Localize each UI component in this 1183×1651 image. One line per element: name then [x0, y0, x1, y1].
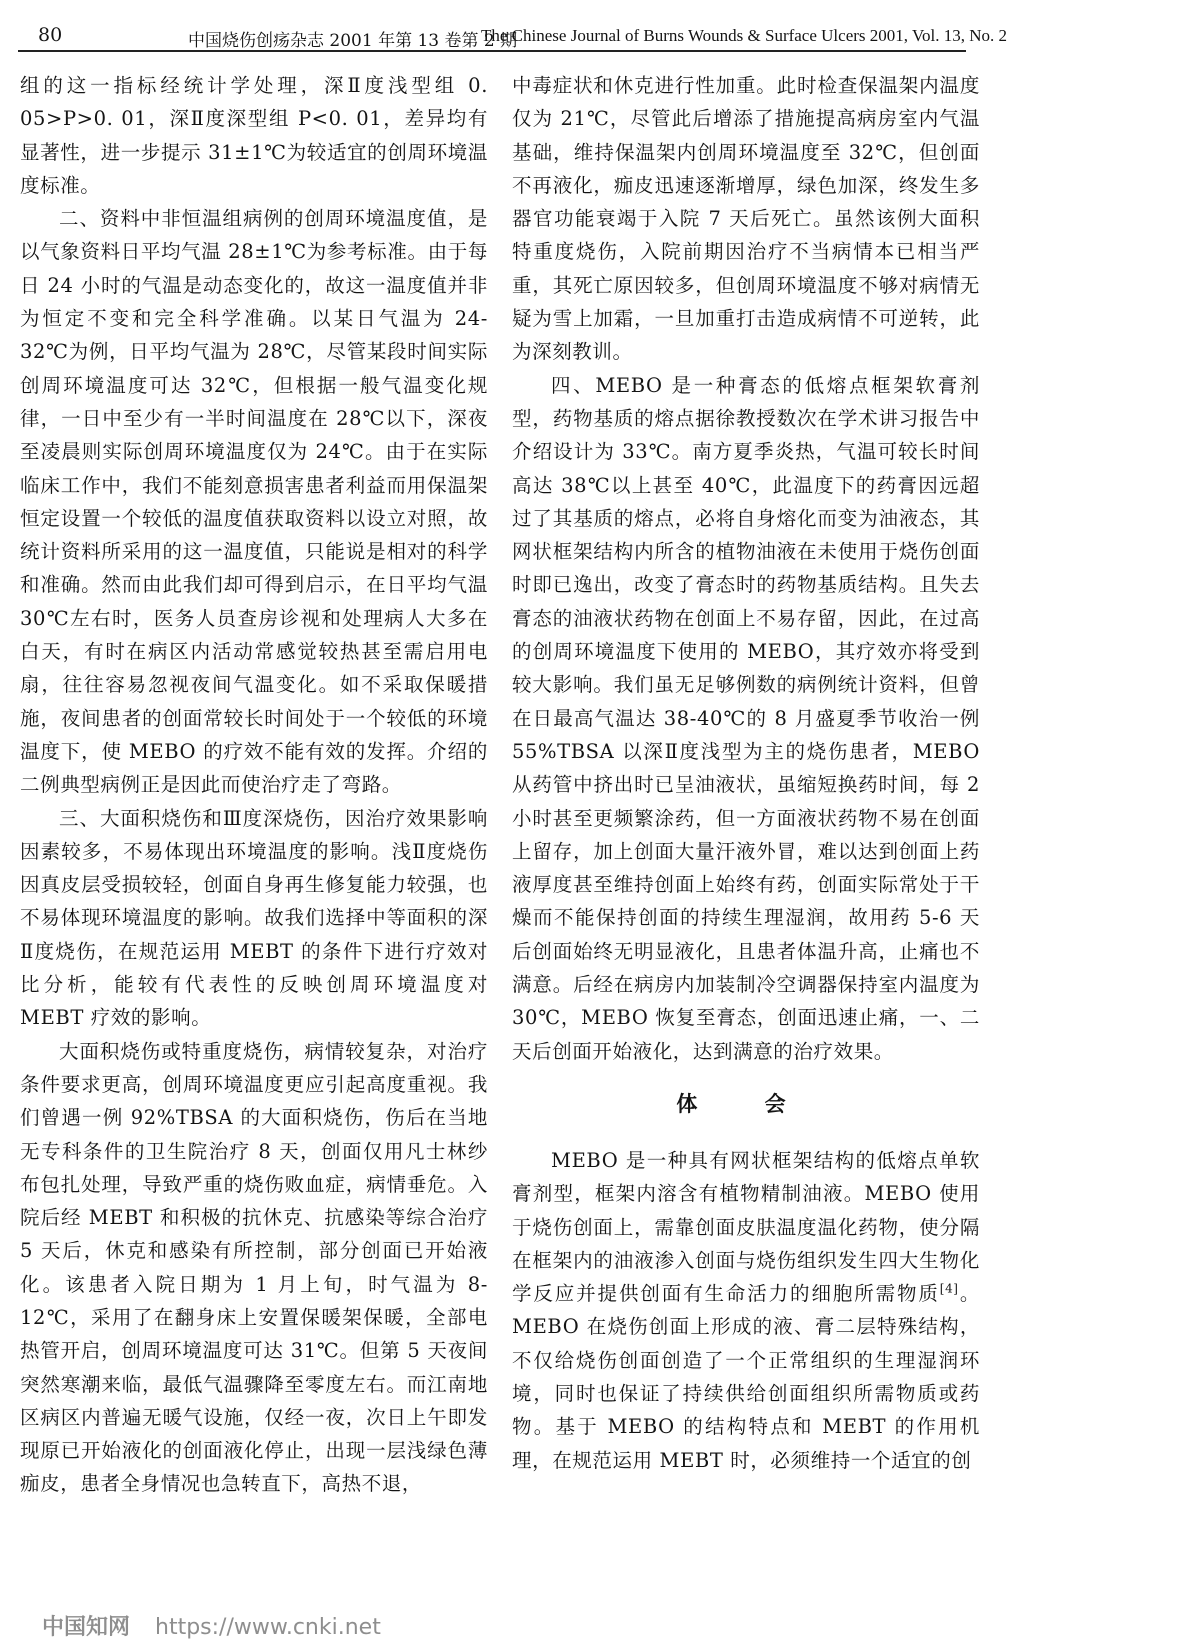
right-column [512, 69, 980, 1477]
paragraph: 大面积烧伤或特重度烧伤，病情较复杂，对治疗条件要求更高，创周环境温度更应引起高度重视。我们曾遇一例 92%TBSA 的大面积烧伤，伤后在当地无专科条件的卫生院治疗 8 天，创面仅用凡士林纱布包扎处理，导致严重的烧伤败血症，病情垂危。入院后经 MEBT 和积极的抗休克、抗感染等综合治疗 5 天后，休克和感染有所控制，部分创面已开始液化。该患者入院日期为 1 月上旬，时气温为 8-12℃，采用了在翻身床上安置保暖架保暖，全部电热管开启，创周环境温度可达 31℃。但第 5 天夜间突然寒潮来临，最低气温骤降至零度左右。而江南地区病区内普遍无暖气设施，仅经一夜，次日上午即发现原已开始液化的创面液化停止，出现一层浅绿色薄痂皮，患者全身情况也急转直下，高热不退， [20, 1039, 488, 1496]
page-number: 80 [38, 24, 63, 46]
left-column [20, 69, 488, 1501]
paragraph-text: MEBO 是一种具有网状框架结构的低熔点单软膏剂型，框架内溶含有植物精制油液。MEBO 使用于烧伤创面上，需靠创面皮肤温度温化药物，使分隔在框架内的油液渗入创面与烧伤组织发生四大生物化学反应并提供创面有生命活力的细胞所需物质 [512, 1148, 980, 1306]
paragraph: 中毒症状和休克进行性加重。此时检查保温架内温度仅为 21℃，尽管此后增添了措施提高病房室内气温基础，维持保温架内创周环境温度至 32℃，但创面不再液化，痂皮迅速逐渐增厚，绿色加深，终发生多器官功能衰竭于入院 7 天后死亡。虽然该例大面积特重度烧伤，入院前期因治疗不当病情本已相当严重，其死亡原因较多，但创周环境温度不够对病情无疑为雪上加霜，一旦加重打击造成病情不可逆转，此为深刻教训。 [512, 74, 980, 364]
journal-title-cn: 中国烧伤创疡杂志 2001 年第 13 卷第 2 期 [188, 31, 518, 51]
paragraph: 组的这一指标经统计学处理，深Ⅱ度浅型组 0. 05>P>0. 01，深Ⅱ度深型组 P<0. 01，差异均有显著性，进一步提示 31±1℃为较适宜的创周环境温度标准。 [20, 74, 488, 197]
section-heading: 体 会 [676, 1090, 816, 1116]
paragraph: 三、大面积烧伤和Ⅲ度深烧伤，因治疗效果影响因素较多，不易体现出环境温度的影响。浅Ⅱ度烧伤因真皮层受损较轻，创面自身再生修复能力较强，也不易体现环境温度的影响。故我们选择中等面积的深Ⅱ度烧伤，在规范运用 MEBT 的条件下进行疗效对比分析，能较有代表性的反映创周环境温度对 MEBT 疗效的影响。 [20, 806, 488, 1030]
cnki-brand: 中国知网 [42, 1615, 131, 1640]
watermark-footer [42, 1610, 381, 1641]
paragraph [512, 1144, 980, 1477]
citation-ref[interactable]: [4] [939, 1281, 959, 1296]
header-rule [18, 50, 966, 52]
cnki-url[interactable]: https://www.cnki.net [155, 1615, 381, 1640]
paragraph-text: 。MEBO 在烧伤创面上形成的液、膏二层特殊结构，不仅给烧伤创面创造了一个正常组织的生理湿润环境，同时也保证了持续供给创面组织所需物质或药物。基于 MEBO 的结构特点和 MEBT 的作用机理，在规范运用 MEBT 时，必须维持一个适宜的创 [512, 1282, 980, 1472]
paragraph: 四、MEBO 是一种膏态的低熔点框架软膏剂型，药物基质的熔点据徐教授数次在学术讲习报告中介绍设计为 33℃。南方夏季炎热，气温可较长时间高达 38℃以上甚至 40℃，此温度下的药膏因远超过了其基质的熔点，必将自身熔化而变为油液态，其网状框架结构内所含的植物油液在未使用于烧伤创面时即已逸出，改变了膏态时的药物基质结构。且失去膏态的油液状药物在创面上不易存留，因此，在过高的创周环境温度下使用的 MEBO，其疗效亦将受到较大影响。我们虽无足够例数的病例统计资料，但曾在日最高气温达 38-40℃的 8 月盛夏季节收治一例 55%TBSA 以深Ⅱ度浅型为主的烧伤患者，MEBO 从药管中挤出时已呈油液状，虽缩短换药时间，每 2 小时甚至更频繁涂药，但一方面液状药物不易在创面上留存，加上创面大量汗液外冒，难以达到创面上药液厚度甚至维持创面上始终有药，创面实际常处于干燥而不能保持创面的持续生理湿润，故用药 5-6 天后创面始终无明显液化，且患者体温升高，止痛也不满意。后经在病房内加装制冷空调器保持室内温度为 30℃，MEBO 恢复至膏态，创面迅速止痛，一、二天后创面开始液化，达到满意的治疗效果。 [512, 373, 980, 1063]
paragraph: 二、资料中非恒温组病例的创周环境温度值，是以气象资料日平均气温 28±1℃为参考标准。由于每日 24 小时的气温是动态变化的，故这一温度值并非为恒定不变和完全科学准确。以某日气温为 24-32℃为例，日平均气温为 28℃，尽管某段时间实际创周环境温度可达 32℃，但根据一般气温变化规律，一日中至少有一半时间温度在 28℃以下，深夜至凌晨则实际创周环境温度仅为 24℃。由于在实际临床工作中，我们不能刻意损害患者利益而用保温架恒定设置一个较低的温度值获取资料以设立对照，故统计资料所采用的这一温度值，只能说是相对的科学和准确。然而由此我们却可得到启示，在日平均气温 30℃左右时，医务人员查房诊视和处理病人大多在白天，有时在病区内活动常感觉较热甚至需启用电扇，往往容易忽视夜间气温变化。如不采取保暖措施，夜间患者的创面常较长时间处于一个较低的环境温度下，使 MEBO 的疗效不能有效的发挥。介绍的二例典型病例正是因此而使治疗走了弯路。 [20, 207, 488, 797]
journal-title-en: The Chinese Journal of Burns Wounds & Surface Ulcers 2001, Vol. 13, No. 2 [481, 26, 1008, 45]
